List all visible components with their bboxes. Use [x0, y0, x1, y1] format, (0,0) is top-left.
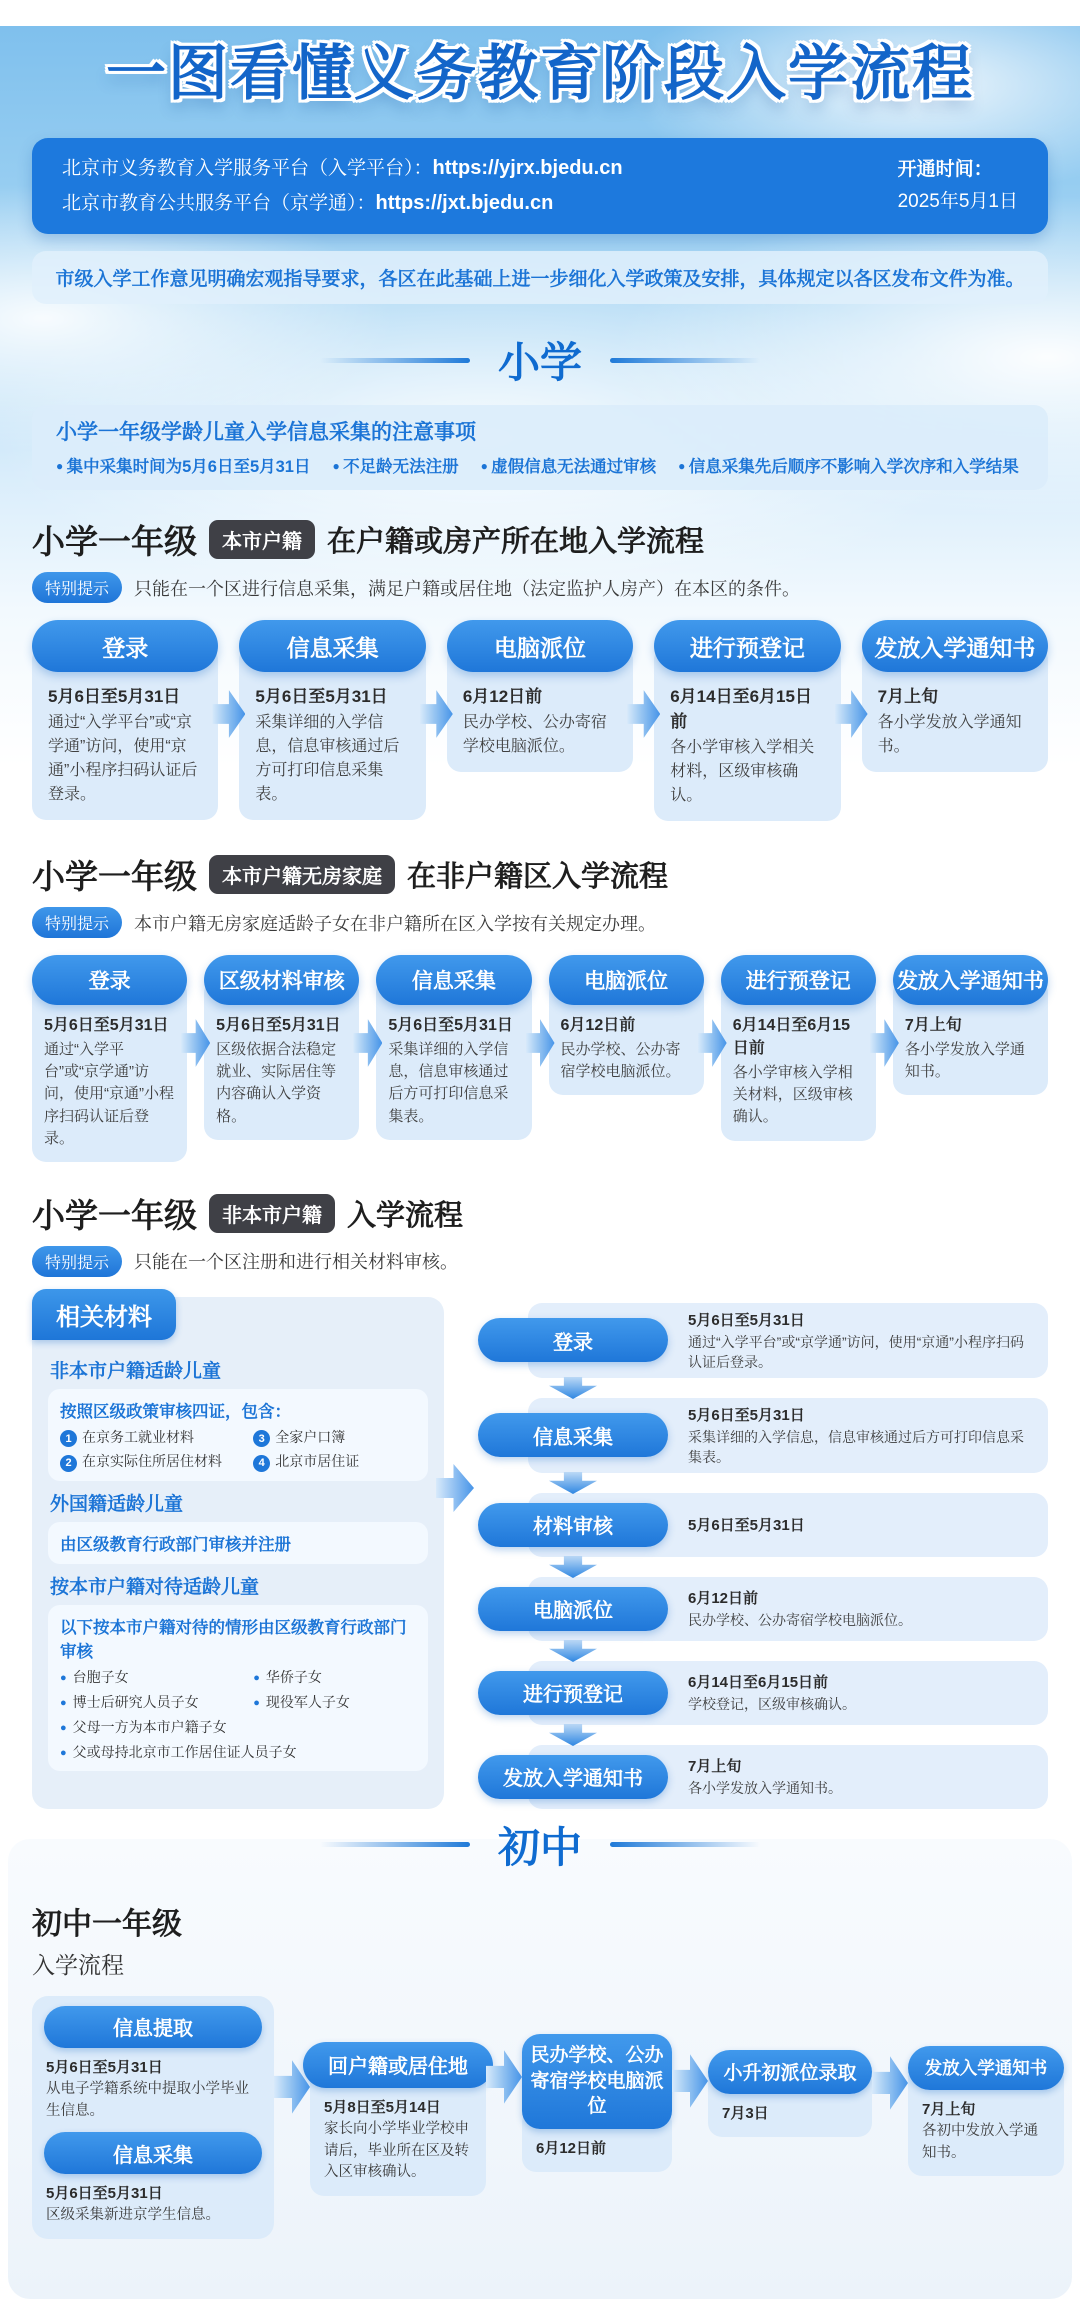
- certificate-text: 北京市居住证: [275, 1453, 360, 1470]
- flow-title: 入学流程: [347, 1199, 464, 1232]
- tip-text: 只能在一个区进行信息采集，满足户籍或居住地（法定监护人房产）在本区的条件。: [134, 578, 801, 599]
- step-desc: 区级依据合法稳定就业、实际居住等内容确认入学资格。: [216, 1041, 337, 1125]
- step-date: 6月12日前: [688, 1590, 759, 1608]
- step-date: 5月6日至5月31日: [44, 1017, 169, 1034]
- step-pill: 电脑派位: [478, 1587, 668, 1631]
- materials-tab: 相关材料: [32, 1289, 176, 1340]
- flow-step: [522, 2034, 672, 2239]
- step-desc: 民办学校、公办寄宿学校电脑派位。: [560, 1041, 681, 1081]
- grade-label: 小学一年级: [32, 858, 197, 895]
- materials-group1-title: 非本市户籍适龄儿童: [50, 1360, 222, 1382]
- note-bullet: ● 不足龄无法注册: [332, 453, 458, 477]
- bullet-dot-icon: ●: [253, 1696, 260, 1709]
- materials-group2-subtitle: 由区级教育行政部门审核并注册: [60, 1535, 291, 1554]
- step-date: 5月6日至5月31日: [46, 2185, 163, 2203]
- materials-group2-card: [48, 1522, 428, 1564]
- list-item: [253, 1667, 416, 1687]
- step-date: 5月6日至5月31日: [388, 1017, 513, 1034]
- junior-grade: 初中一年级: [32, 1907, 182, 1941]
- step-pill: 发放入学通知书: [908, 2046, 1064, 2090]
- step-desc: 采集详细的入学信息，信息审核通过后方可打印信息采集表。: [388, 1041, 509, 1125]
- step-date: 6月12日前: [536, 2139, 607, 2157]
- step-date: 7月上旬: [877, 687, 939, 706]
- list-item: [60, 1717, 416, 1737]
- number-4-icon: 4: [253, 1455, 270, 1472]
- bullet-dot-icon: ●: [60, 1721, 67, 1734]
- list-item: [60, 1667, 247, 1687]
- certificate-text: 在京务工就业材料: [82, 1428, 194, 1445]
- flow-step: [239, 620, 425, 820]
- bullet-dot-icon: ●: [60, 1671, 67, 1684]
- platform-line-1: [62, 151, 623, 186]
- step-pill: 信息提取: [44, 2006, 262, 2048]
- step-pill: 电脑派位: [549, 955, 704, 1005]
- certificate-item: [60, 1427, 247, 1448]
- flow-nonlocal-tip: [32, 1246, 1048, 1277]
- materials-group1-card: [48, 1389, 428, 1481]
- step-desc: 通过“入学平台”或“京学通”访问，使用“京通”小程序扫码认证后登录。: [48, 714, 198, 803]
- step-desc: 各小学发放入学通知书。: [877, 714, 1022, 755]
- step-desc: 通过“入学平台”或“京学通”访问，使用“京通”小程序扫码认证后登录。: [44, 1041, 174, 1147]
- step-desc: 民办学校、公办寄宿学校电脑派位。: [688, 1612, 912, 1629]
- nonlocal-vertical-flow: [478, 1297, 1048, 1809]
- list-item: [253, 1692, 416, 1712]
- flow-step: [32, 955, 187, 1162]
- step-desc: 各小学审核入学相关材料，区级审核确认。: [670, 739, 815, 804]
- step-pill: 信息采集: [239, 620, 425, 672]
- tip-badge: 特别提示: [32, 907, 122, 938]
- notes-bullets: [56, 453, 1024, 477]
- flow-step: [908, 2046, 1064, 2239]
- list-item-text: 父母一方为本市户籍子女: [72, 1718, 227, 1735]
- step-date: 5月8日至5月14日: [324, 2098, 441, 2116]
- step-date: 6月14日至6月15日前: [670, 687, 812, 731]
- list-item-text: 台胞子女: [72, 1668, 129, 1685]
- flow-step: [549, 955, 704, 1095]
- nonlocal-columns: [32, 1297, 1048, 1809]
- page-title: 一图看懂义务教育阶段入学流程: [106, 40, 974, 107]
- certificate-text: 在京实际住所居住材料: [82, 1453, 222, 1470]
- flow-title: 在户籍或房产所在地入学流程: [327, 526, 705, 558]
- platform-1-url: https://yjrx.bjedu.cn: [432, 157, 623, 179]
- certificate-item: [253, 1451, 416, 1472]
- down-arrow-icon: [549, 1377, 597, 1399]
- step-pill: 回户籍或居住地: [303, 2042, 493, 2088]
- flow-step: [862, 620, 1048, 772]
- flow-step: [376, 955, 531, 1140]
- step-pill: 发放入学通知书: [893, 955, 1048, 1005]
- step-desc: 区级采集新进京学生信息。: [46, 2207, 220, 2224]
- step-card: [654, 646, 840, 821]
- city-policy-notice: 市级入学工作意见明确宏观指导要求，各区在此基础上进一步细化入学政策及安排，具体规定以各区发布文件为准。: [32, 251, 1048, 304]
- note-bullet: ● 集中采集时间为5月6日至5月31日: [56, 453, 310, 477]
- tip-badge: 特别提示: [32, 572, 122, 603]
- open-time-label: 开通时间：: [897, 159, 993, 180]
- step-date: 6月12日前: [560, 1017, 636, 1034]
- materials-group1-subtitle: 按照区级政策审核四证，包含：: [60, 1402, 291, 1421]
- step-date: 5月6日至5月31日: [688, 1406, 805, 1424]
- junior-subtitle: 入学流程: [32, 1951, 124, 1978]
- certificate-item: [253, 1427, 416, 1448]
- grade-label: 小学一年级: [32, 1196, 197, 1234]
- platform-1-label: 北京市义务教育入学服务平台（入学平台）：: [62, 158, 433, 179]
- primary-section-header: [32, 330, 1048, 390]
- step-pill: 登录: [32, 955, 187, 1005]
- household-badge: 非本市户籍: [209, 1194, 335, 1233]
- materials-group3-card: [48, 1605, 428, 1771]
- tip-badge: 特别提示: [32, 1246, 122, 1277]
- flow-local: [32, 620, 1048, 821]
- junior-section-title: 初中: [497, 1823, 582, 1871]
- number-3-icon: 3: [253, 1430, 270, 1447]
- down-arrow-icon: [549, 1472, 597, 1494]
- step-pill: 材料审核: [478, 1503, 668, 1547]
- grade-label: 小学一年级: [32, 523, 197, 560]
- platform-2-label: 北京市教育公共服务平台（京学通）：: [62, 193, 376, 214]
- step-pill: 区级材料审核: [204, 955, 359, 1005]
- down-arrow-icon: [549, 1640, 597, 1662]
- step-desc: 通过“入学平台”或“京学通”访问，使用“京通”小程序扫码认证后登录。: [688, 1333, 1024, 1370]
- flow-noproperty-heading: [32, 851, 1048, 898]
- flow-local-tip: [32, 572, 1048, 603]
- note-bullet: ● 信息采集先后顺序不影响入学次序和入学结果: [678, 453, 1019, 477]
- open-time-value: 2025年5月1日: [897, 191, 1018, 212]
- materials-group3-title: 按本市户籍对待适龄儿童: [50, 1576, 260, 1598]
- down-arrow-icon: [549, 1724, 597, 1746]
- header-line-left: [320, 358, 470, 363]
- flow-step: [893, 955, 1048, 1095]
- step-desc: 各小学发放入学通知书。: [688, 1780, 842, 1797]
- step-pill: 进行预登记: [721, 955, 876, 1005]
- flow-step: [721, 955, 876, 1141]
- tip-text: 只能在一个区注册和进行相关材料审核。: [134, 1252, 459, 1273]
- step-pill: 进行预登记: [478, 1671, 668, 1715]
- platform-line-2: [62, 186, 623, 221]
- step-desc: 民办学校、公办寄宿学校电脑派位。: [462, 714, 607, 755]
- flow-local-heading: [32, 516, 1048, 563]
- step-pill: 登录: [478, 1318, 668, 1362]
- collection-notes-card: [32, 405, 1048, 490]
- step-pill: 发放入学通知书: [478, 1755, 668, 1799]
- flow-noproperty-tip: [32, 907, 1048, 938]
- flow-step: [708, 2050, 872, 2239]
- flow-title: 在非户籍区入学流程: [407, 861, 669, 893]
- materials-group3-subtitle: 以下按本市户籍对待的情形由区级教育行政部门审核: [60, 1618, 407, 1661]
- step-pill: 登录: [32, 620, 218, 672]
- step-date: 7月3日: [722, 2104, 769, 2122]
- step-date: 5月6日至5月31日: [46, 2058, 163, 2076]
- step-pill: 信息采集: [478, 1413, 668, 1457]
- step-pill: 发放入学通知书: [862, 620, 1048, 672]
- step-pill: 进行预登记: [654, 620, 840, 672]
- vflow-step: [478, 1303, 1048, 1378]
- number-2-icon: 2: [60, 1455, 77, 1472]
- list-item: [60, 1742, 416, 1762]
- step-desc: 家长向小学毕业学校申请后，毕业所在区及转入区审核确认。: [324, 2120, 469, 2181]
- step-date: 6月14日至6月15日前: [688, 1674, 829, 1692]
- certificate-text: 全家户口簿: [275, 1428, 346, 1445]
- step-desc: 各小学发放入学通知书。: [904, 1041, 1025, 1081]
- flow-noproperty: [32, 955, 1048, 1162]
- header-line-right: [610, 1842, 760, 1847]
- list-item-text: 父或母持北京市工作居住证人员子女: [72, 1743, 297, 1760]
- vflow-step: [478, 1745, 1048, 1809]
- step-pill: 电脑派位: [447, 620, 633, 672]
- open-time: [898, 154, 1018, 218]
- step-date: 6月14日至6月15日前: [732, 1017, 851, 1057]
- household-badge: 本市户籍: [209, 520, 315, 559]
- infographic-page: [0, 26, 1080, 2224]
- junior-start-card: [32, 1996, 274, 2239]
- materials-group2-title: 外国籍适龄儿童: [50, 1493, 184, 1515]
- step-pill: 信息采集: [376, 955, 531, 1005]
- number-1-icon: 1: [60, 1430, 77, 1447]
- header-line-left: [320, 1842, 470, 1847]
- list-item-text: 现役军人子女: [265, 1693, 350, 1710]
- flow-step: [654, 620, 840, 821]
- four-certificates-list: [60, 1427, 416, 1472]
- step-date: 7月上旬: [922, 2100, 976, 2118]
- junior-section-panel: [8, 1823, 1072, 2299]
- vflow-step: [478, 1398, 1048, 1473]
- step-desc: 学校登记，区级审核确认。: [688, 1696, 856, 1713]
- platform-2-url: https://jxt.bjedu.cn: [375, 192, 554, 214]
- list-item-text: 华侨子女: [265, 1668, 322, 1685]
- materials-panel: [32, 1297, 444, 1809]
- certificate-item: [60, 1451, 247, 1472]
- platform-info-box: [32, 138, 1048, 234]
- flow-step: [204, 955, 359, 1140]
- step-pill: 小升初派位录取: [708, 2050, 872, 2094]
- step-pill: 民办学校、公办寄宿学校电脑派位: [522, 2034, 672, 2129]
- step-date: 5月6日至5月31日: [688, 1517, 805, 1535]
- flow-step: [310, 2042, 486, 2239]
- household-badge: 本市户籍无房家庭: [209, 855, 395, 894]
- tip-text: 本市户籍无房家庭适龄子女在非户籍所在区入学按有关规定办理。: [134, 913, 657, 934]
- flow-step: [447, 620, 633, 772]
- step-date: 5月6日至5月31日: [48, 687, 181, 706]
- step-card: [239, 646, 425, 820]
- junior-flow: [32, 1996, 1048, 2239]
- step-desc: 各初中发放入学通知书。: [922, 2122, 1038, 2161]
- step-date: 5月6日至5月31日: [216, 1017, 341, 1034]
- header-line-right: [610, 358, 760, 363]
- step-desc: 采集详细的入学信息，信息审核通过后方可打印信息采集表。: [688, 1428, 1024, 1465]
- step-date: 6月12日前: [462, 687, 543, 706]
- platform-urls: [62, 151, 623, 221]
- flow-step: [32, 620, 218, 820]
- bullet-dot-icon: ●: [60, 1696, 67, 1709]
- flow-nonlocal-heading: [32, 1190, 1048, 1237]
- notes-title: 小学一年级学龄儿童入学信息采集的注意事项: [56, 421, 476, 444]
- step-desc: 从电子学籍系统中提取小学毕业生信息。: [46, 2080, 249, 2119]
- right-arrow-icon: [872, 2054, 908, 2112]
- vflow-step: [478, 1493, 1048, 1557]
- step-date: 5月6日至5月31日: [255, 687, 388, 706]
- down-arrow-icon: [549, 1556, 597, 1578]
- note-bullet: ● 虚假信息无法通过审核: [481, 453, 657, 477]
- junior-section-header: [32, 1815, 1048, 1875]
- list-item-text: 博士后研究人员子女: [72, 1693, 199, 1710]
- treated-as-local-list: [60, 1667, 416, 1762]
- right-arrow-icon: [672, 2052, 708, 2110]
- bullet-dot-icon: ●: [60, 1746, 67, 1759]
- step-card: [32, 646, 218, 820]
- vflow-step: [478, 1577, 1048, 1641]
- step-pill: 信息采集: [44, 2132, 262, 2174]
- list-item: [60, 1692, 247, 1712]
- step-date: 5月6日至5月31日: [688, 1311, 805, 1329]
- step-date: 7月上旬: [688, 1758, 742, 1776]
- step-date: 7月上旬: [904, 1017, 962, 1034]
- primary-section-title: 小学: [497, 339, 582, 386]
- bullet-dot-icon: ●: [253, 1671, 260, 1684]
- step-desc: 采集详细的入学信息，信息审核通过后方可打印信息采集表。: [255, 714, 400, 803]
- step-desc: 各小学审核入学相关材料，区级审核确认。: [732, 1064, 853, 1126]
- vflow-step: [478, 1661, 1048, 1725]
- step-card: [32, 979, 187, 1162]
